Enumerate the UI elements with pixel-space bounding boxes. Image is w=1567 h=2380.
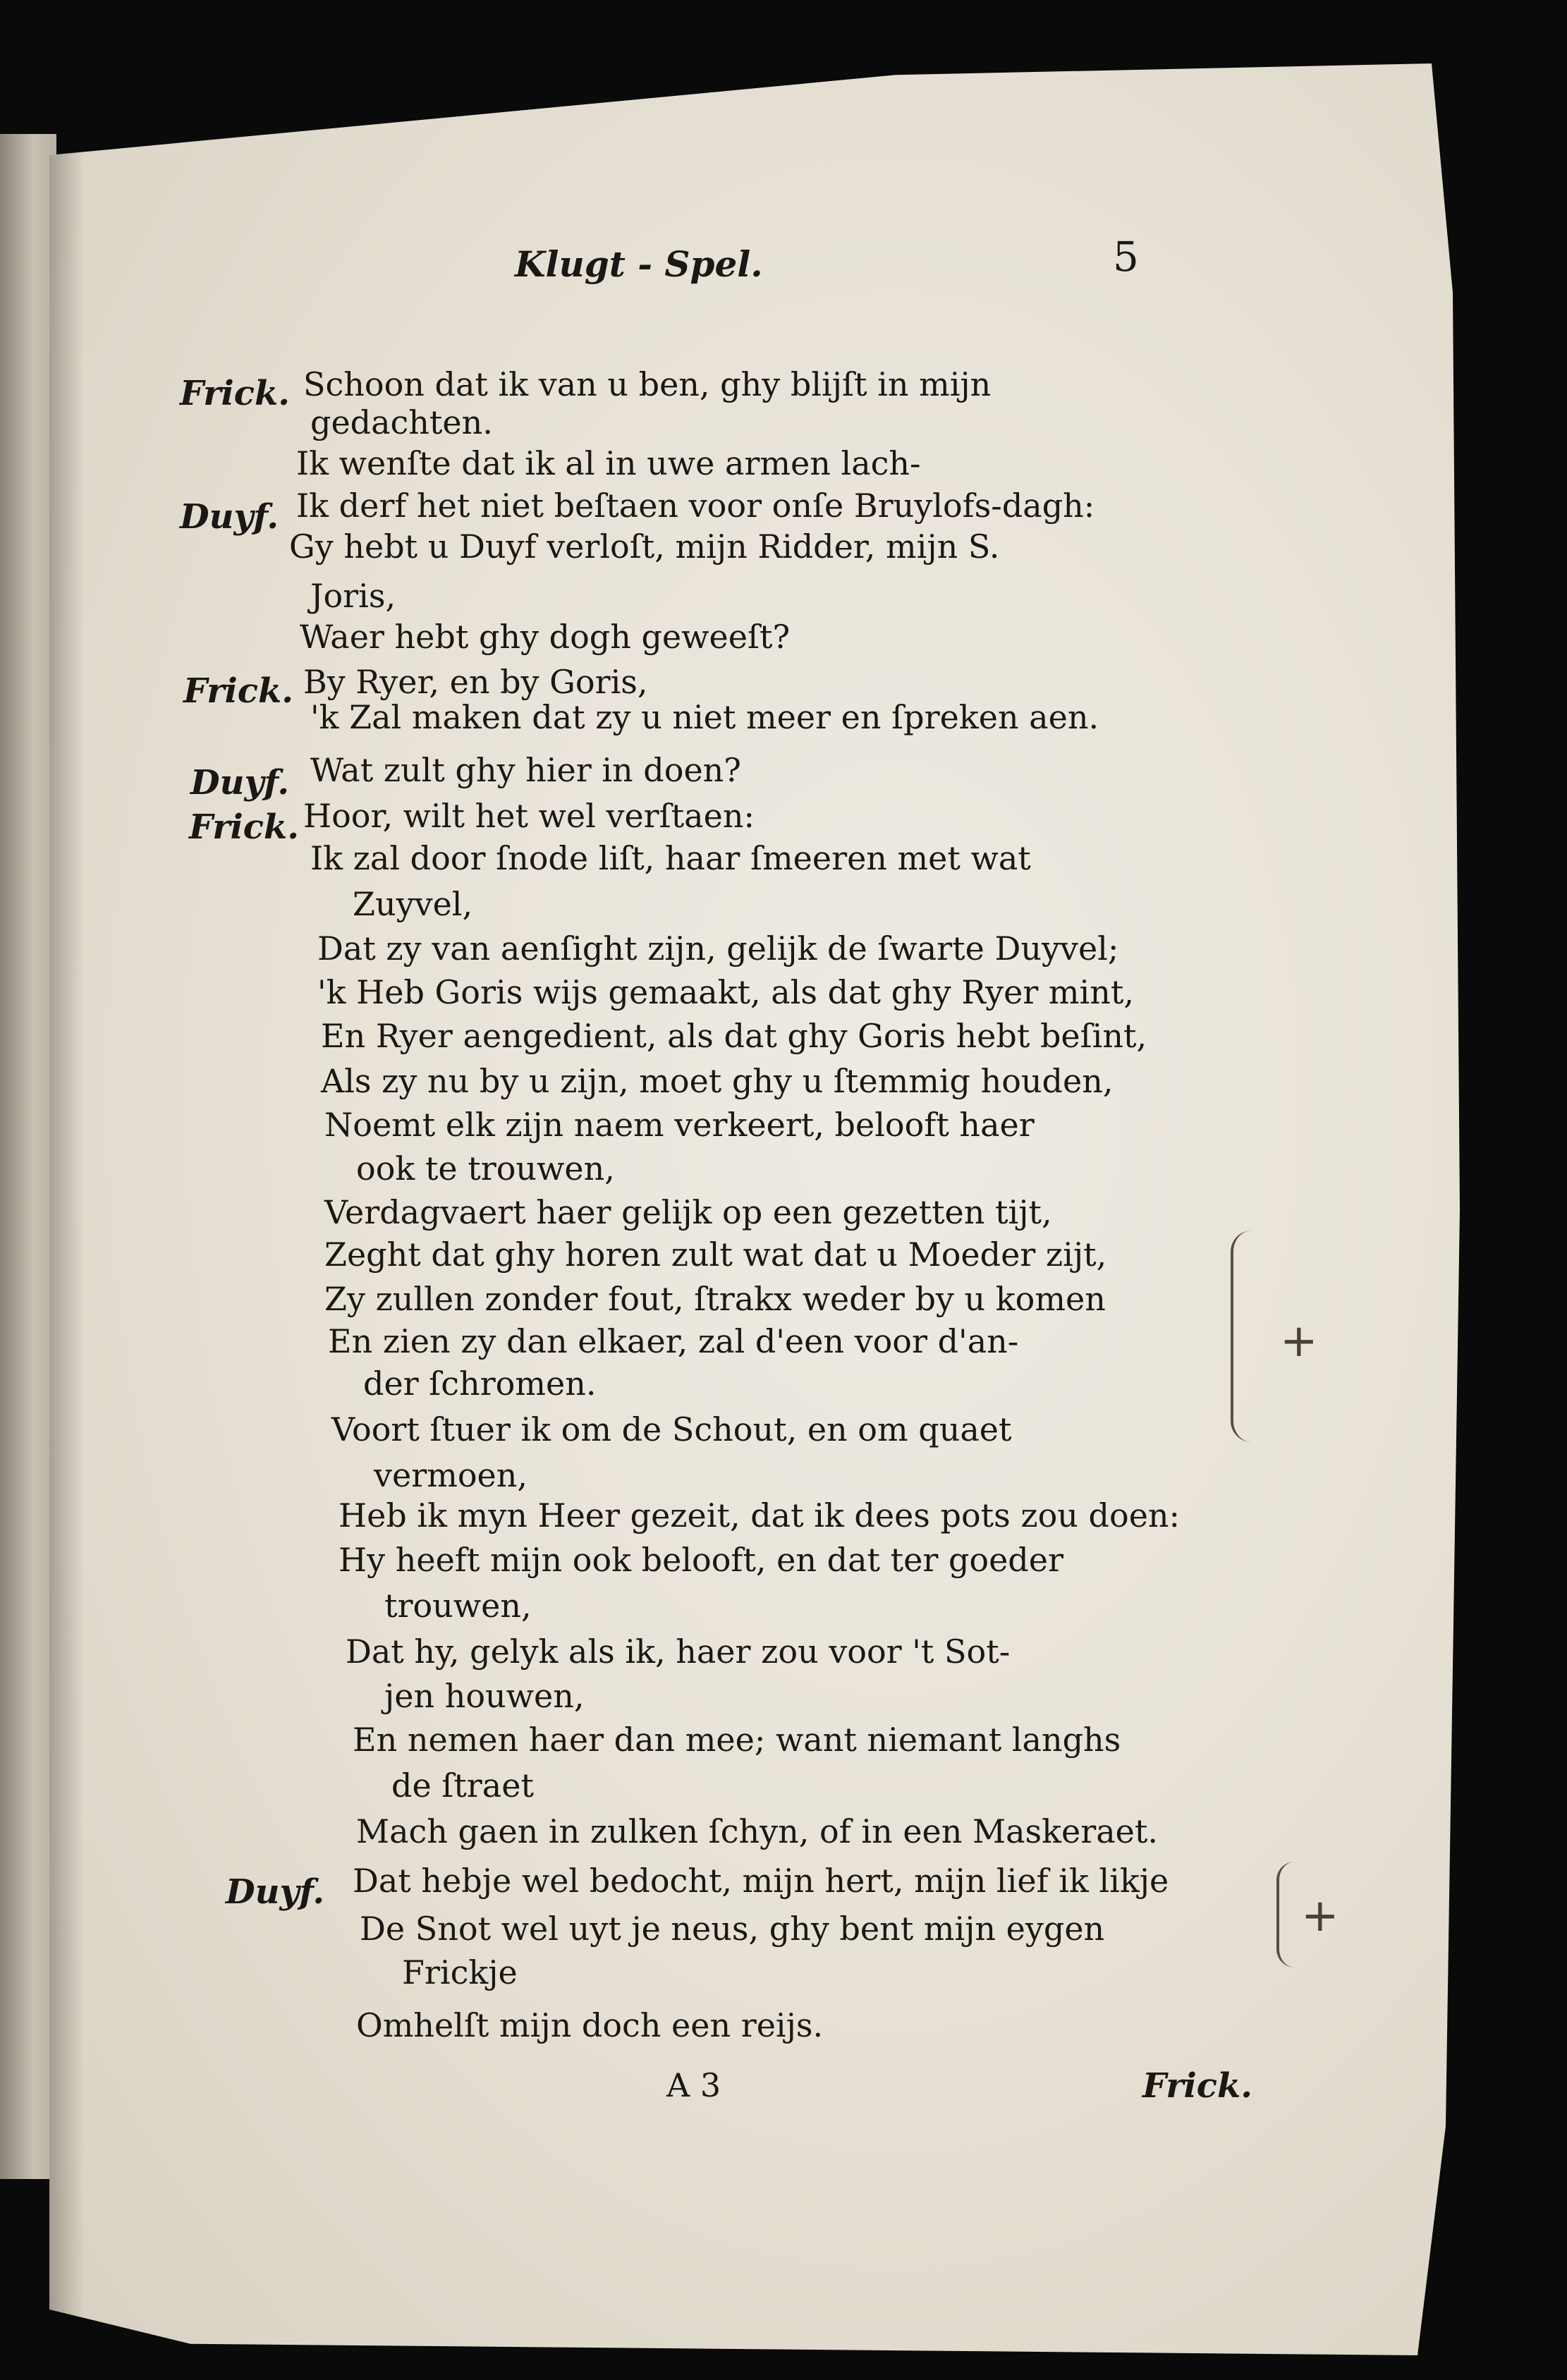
- catchword: Frick.: [1142, 2066, 1252, 2106]
- handwritten-bracket: [1231, 1231, 1252, 1442]
- verse-line: Joris,: [310, 577, 396, 615]
- verse-line: Gy hebt u Duyf verloſt, mijn Ridder, mijn S.: [289, 527, 1000, 566]
- verse-line: Zeght dat ghy horen zult wat dat u Moeder zijt,: [324, 1235, 1107, 1274]
- verse-line: der ſchromen.: [363, 1365, 597, 1403]
- verse-line: By Ryer, en by Goris,: [303, 663, 648, 701]
- verse-line: Voort ſtuer ik om de Schout, en om quaet: [331, 1410, 1012, 1448]
- verse-line: Zuyvel,: [353, 885, 473, 923]
- verse-line: Waer hebt ghy dogh geweeſt?: [300, 618, 791, 656]
- verse-line: Frickje: [402, 1953, 518, 1991]
- verse-line: 'k Zal maken dat zy u niet meer en ſpreken aen.: [310, 698, 1099, 736]
- verse-line: jen houwen,: [384, 1677, 585, 1715]
- verse-line: En zien zy dan elkaer, zal d'een voor d'an-: [328, 1322, 1019, 1360]
- verse-line: Dat hy, gelyk als ik, haer zou voor 't Sot-: [346, 1633, 1011, 1671]
- verse-line: vermoen,: [374, 1456, 528, 1494]
- verse-line: trouwen,: [384, 1587, 532, 1625]
- speaker-label: Frick.: [180, 374, 290, 413]
- verse-line: Zy zullen zonder fout, ſtrakx weder by u komen: [324, 1280, 1106, 1318]
- page-number: 5: [1113, 233, 1139, 281]
- verse-line: Ik wenſte dat ik al in uwe armen lach-: [296, 444, 921, 482]
- verse-line: Hoor, wilt het wel verſtaen:: [303, 797, 755, 835]
- handwritten-bracket: [1276, 1862, 1295, 1967]
- verse-line: Heb ik myn Heer gezeit, dat ik dees pots zou doen:: [339, 1496, 1181, 1534]
- verse-line: Ik zal door ſnode liſt, haar ſmeeren met wat: [310, 839, 1031, 877]
- verse-line: 'k Heb Goris wijs gemaakt, als dat ghy Ryer mint,: [317, 973, 1134, 1011]
- speaker-label: Duyf.: [190, 763, 290, 803]
- handwritten-mark: +: [1301, 1890, 1339, 1942]
- speaker-label: Frick.: [189, 807, 299, 847]
- speaker-label: Duyf.: [180, 497, 279, 537]
- speaker-label: Duyf.: [226, 1872, 325, 1912]
- verse-line: Dat hebje wel bedocht, mijn hert, mijn lief ik likje: [353, 1862, 1169, 1900]
- verse-line: de ſtraet: [391, 1766, 534, 1805]
- verse-line: Mach gaen in zulken ſchyn, of in een Maskeraet.: [356, 1812, 1158, 1850]
- speaker-label: Frick.: [183, 671, 293, 711]
- verse-line: Wat zult ghy hier in doen?: [310, 751, 741, 789]
- verse-line: Ik derf het niet beſtaen voor onſe Bruylofs-dagh:: [296, 487, 1095, 525]
- verse-line: Verdagvaert haer gelijk op een gezetten tijt,: [324, 1193, 1052, 1231]
- verse-line: De Snot wel uyt je neus, ghy bent mijn eygen: [360, 1910, 1105, 1948]
- verse-line: Dat zy van aenſight zijn, gelijk de ſwarte Duyvel;: [317, 929, 1119, 968]
- verse-line: gedachten.: [310, 403, 493, 441]
- verse-line: En Ryer aengedient, als dat ghy Goris hebt beſint,: [321, 1017, 1147, 1055]
- running-header: Klugt - Spel.: [515, 243, 763, 285]
- verse-line: En nemen haer dan mee; want niemant langhs: [353, 1721, 1121, 1759]
- verse-line: Als zy nu by u zijn, moet ghy u ſtemmig houden,: [321, 1062, 1114, 1100]
- verse-line: ook te trouwen,: [356, 1149, 615, 1188]
- verse-line: Omhelſt mijn doch een reijs.: [356, 2006, 824, 2044]
- verse-line: Noemt elk zijn naem verkeert, belooft haer: [324, 1106, 1035, 1144]
- handwritten-mark: +: [1280, 1315, 1318, 1367]
- verse-line: Schoon dat ik van u ben, ghy blijſt in mijn: [303, 365, 992, 403]
- signature-mark: A 3: [666, 2066, 721, 2104]
- verse-line: Hy heeft mijn ook belooft, en dat ter goeder: [339, 1541, 1063, 1579]
